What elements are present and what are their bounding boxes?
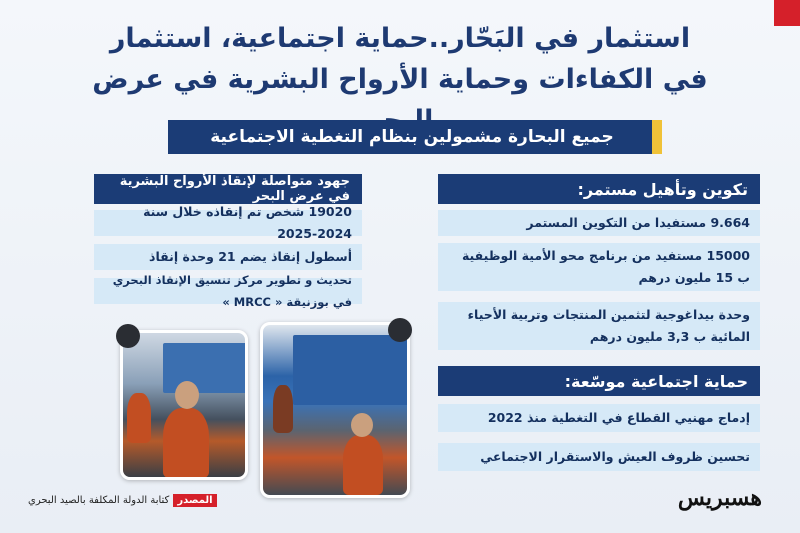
rescue-header: جهود متواصلة لإنقاذ الأرواح البشرية في عرض البحر <box>94 174 362 204</box>
photo-dot <box>388 318 412 342</box>
coverage-banner: جميع البحارة مشمولين بنظام التغطية الاجتماعية <box>168 120 656 154</box>
fisherman-shape <box>163 408 209 478</box>
person-shape <box>127 393 151 443</box>
fisherman-head <box>351 413 373 437</box>
person-shape <box>273 385 293 433</box>
training-item-2: 15000 مستفيد من برنامج محو الأمية الوظيفية ب 15 مليون درهم <box>438 243 760 291</box>
training-header: تكوين وتأهيل مستمر: <box>438 174 760 204</box>
photo-fishermen <box>120 330 248 480</box>
truck-shape <box>163 343 248 393</box>
truck-shape <box>293 335 408 405</box>
source-tag: المصدر <box>173 494 216 507</box>
protection-item-1: إدماج مهنيي القطاع في التغطية منذ 2022 <box>438 404 760 432</box>
brand-logo: هسبريس <box>677 485 762 511</box>
rescue-item-2: أسطول إنقاذ يضم 21 وحدة إنقاذ <box>94 244 362 270</box>
corner-accent <box>774 0 800 26</box>
title-line-2: في الكفاءات وحماية الأرواح البشرية في عرض <box>92 64 708 95</box>
photo-training-truck <box>260 322 410 498</box>
protection-header: حماية اجتماعية موسّعة: <box>438 366 760 396</box>
rescue-item-3: تحديث و تطوير مركز تنسيق الإنقاذ البحري في بوزنيقة « MRCC » <box>94 278 362 304</box>
source-text: كتابة الدولة المكلفة بالصيد البحري <box>28 495 170 506</box>
protection-item-2: تحسين ظروف العيش والاستقرار الاجتماعي <box>438 443 760 471</box>
fisherman-shape <box>343 435 383 495</box>
fisherman-head <box>175 381 199 409</box>
training-item-3: وحدة بيداغوجية لتثمين المنتجات وتربية الأحياء المائية ب 3,3 مليون درهم <box>438 302 760 350</box>
training-item-1: 9.664 مستفيدا من التكوين المستمر <box>438 210 760 236</box>
photo-dot <box>116 324 140 348</box>
source-credit <box>28 494 217 507</box>
rescue-item-1: 19020 شخص تم إنقاذه خلال سنة 2024-2025 <box>94 210 362 236</box>
title-line-1: استثمار في البَحّار..حماية اجتماعية، استثمار <box>109 23 691 54</box>
